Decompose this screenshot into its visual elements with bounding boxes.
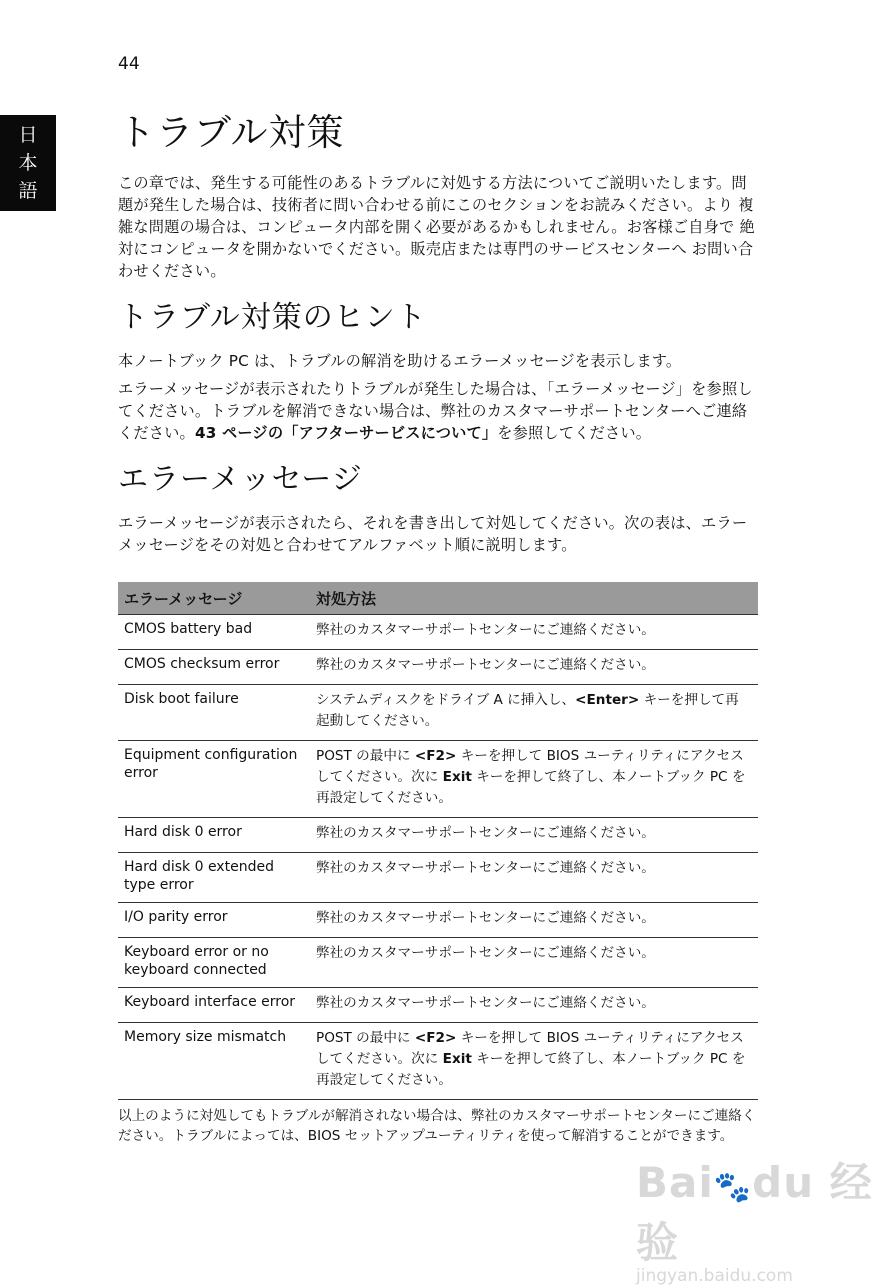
page-content [118, 108, 758, 1100]
tips-text: エラーメッセージが表示されたりトラブルが発生した場合は、「エラーメッセージ」を参照してください。トラブルを解消できない場合は、弊社のカスタマーサポートセンターへご連絡ください。 [118, 380, 753, 442]
action-text: キーを押して BIOS ユーティリティにアクセスしてください。次に [316, 1030, 744, 1067]
action-cell [310, 938, 758, 988]
action-text: 弊社のカスタマーサポートセンターにご連絡ください。 [316, 622, 655, 638]
action-cell [310, 853, 758, 903]
language-tab-char: 語 [18, 180, 38, 202]
action-cell [310, 685, 758, 741]
error-message-cell: CMOS checksum error [118, 650, 310, 685]
section-title-error-messages: エラーメッセージ [118, 462, 363, 497]
error-message-cell: Keyboard error or no keyboard connected [118, 938, 310, 988]
action-text: 弊社のカスタマーサポートセンターにご連絡ください。 [316, 910, 655, 926]
error-intro-paragraph: エラーメッセージが表示されたら、それを書き出して対処してください。次の表は、エラーメッセージをその対処と合わせてアルファベット順に説明します。 [118, 514, 748, 554]
table-row [118, 741, 758, 818]
action-text: キーを押して終了し、本ノートブック PC を再設定してください。 [316, 1051, 746, 1088]
key-name: Exit [442, 769, 472, 785]
action-cell [310, 650, 758, 685]
footer-note: 以上のように対処してもトラブルが解消されない場合は、弊社のカスタマーサポートセンターにご連絡ください。トラブルによっては、BIOS セットアップユーティリティを使って解消することができます。 [118, 1108, 756, 1144]
error-message-cell: Hard disk 0 extended type error [118, 853, 310, 903]
table-row [118, 685, 758, 741]
action-cell [310, 988, 758, 1023]
action-cell [310, 741, 758, 818]
language-tab-char: 日 [18, 124, 38, 146]
error-message-cell: I/O parity error [118, 903, 310, 938]
section-title-tips: トラブル対策のヒント [118, 300, 427, 335]
action-text: 弊社のカスタマーサポートセンターにご連絡ください。 [316, 995, 655, 1011]
intro-paragraph: この章では、発生する可能性のあるトラブルに対処する方法についてご説明いたします。問題が発生した場合は、技術者に問い合わせる前にこのセクションをお読みください。より 複雑な問題の場合は、コンピュータ内部を開く必要があるかもしれません。お客様ご自身で 絶対にコンピュータを開かないでください。販売店または専門のサービスセンターへ お問い合わせください。 [118, 174, 755, 280]
table-header-row [118, 582, 758, 615]
key-name: <F2> [414, 748, 457, 764]
page-reference: 43 ページの「アフターサービスについて」 [194, 424, 498, 442]
baidu-watermark-logo: Bai🐾du 经验 jingyan.baidu.com [636, 1158, 873, 1286]
tips-paragraph-1: 本ノートブック PC は、トラブルの解消を助けるエラーメッセージを表示します。 [118, 352, 682, 370]
action-text: 弊社のカスタマーサポートセンターにご連絡ください。 [316, 860, 655, 876]
action-text: POST の最中に [316, 1030, 415, 1046]
key-name: Exit [442, 1051, 472, 1067]
key-name: <Enter> [575, 692, 640, 708]
tips-paragraph-2 [118, 378, 758, 444]
error-message-cell: Equipment configuration error [118, 741, 310, 818]
language-tab [0, 115, 56, 211]
section-title-troubleshooting: トラブル対策 [118, 111, 345, 154]
table-row [118, 938, 758, 988]
tips-text-end: を参照してください。 [497, 424, 652, 442]
error-message-cell: Disk boot failure [118, 685, 310, 741]
action-cell [310, 903, 758, 938]
error-message-cell: Keyboard interface error [118, 988, 310, 1023]
column-header-action: 対処方法 [310, 582, 758, 615]
action-text: キーを押して終了し、本ノートブック PC を再設定してください。 [316, 769, 746, 806]
action-text: キーを押して再起動してください。 [316, 692, 739, 729]
action-text: POST の最中に [316, 748, 415, 764]
error-message-cell: CMOS battery bad [118, 615, 310, 650]
table-row [118, 650, 758, 685]
action-text: 弊社のカスタマーサポートセンターにご連絡ください。 [316, 945, 655, 961]
table-row [118, 1023, 758, 1100]
action-text: キーを押して BIOS ユーティリティにアクセスしてください。次に [316, 748, 744, 785]
action-text: 弊社のカスタマーサポートセンターにご連絡ください。 [316, 825, 655, 841]
table-row [118, 988, 758, 1023]
action-text: システムディスクをドライブ A に挿入し、 [316, 692, 576, 708]
error-message-cell: Hard disk 0 error [118, 818, 310, 853]
action-cell [310, 615, 758, 650]
action-cell [310, 818, 758, 853]
key-name: <F2> [414, 1030, 457, 1046]
error-message-table [118, 582, 758, 1100]
table-row [118, 615, 758, 650]
action-cell [310, 1023, 758, 1100]
language-tab-char: 本 [18, 152, 38, 174]
table-row [118, 903, 758, 938]
table-row [118, 853, 758, 903]
action-text: 弊社のカスタマーサポートセンターにご連絡ください。 [316, 657, 655, 673]
error-message-cell: Memory size mismatch [118, 1023, 310, 1100]
page-number: 44 [118, 54, 140, 74]
table-row [118, 818, 758, 853]
column-header-message: エラーメッセージ [118, 582, 310, 615]
